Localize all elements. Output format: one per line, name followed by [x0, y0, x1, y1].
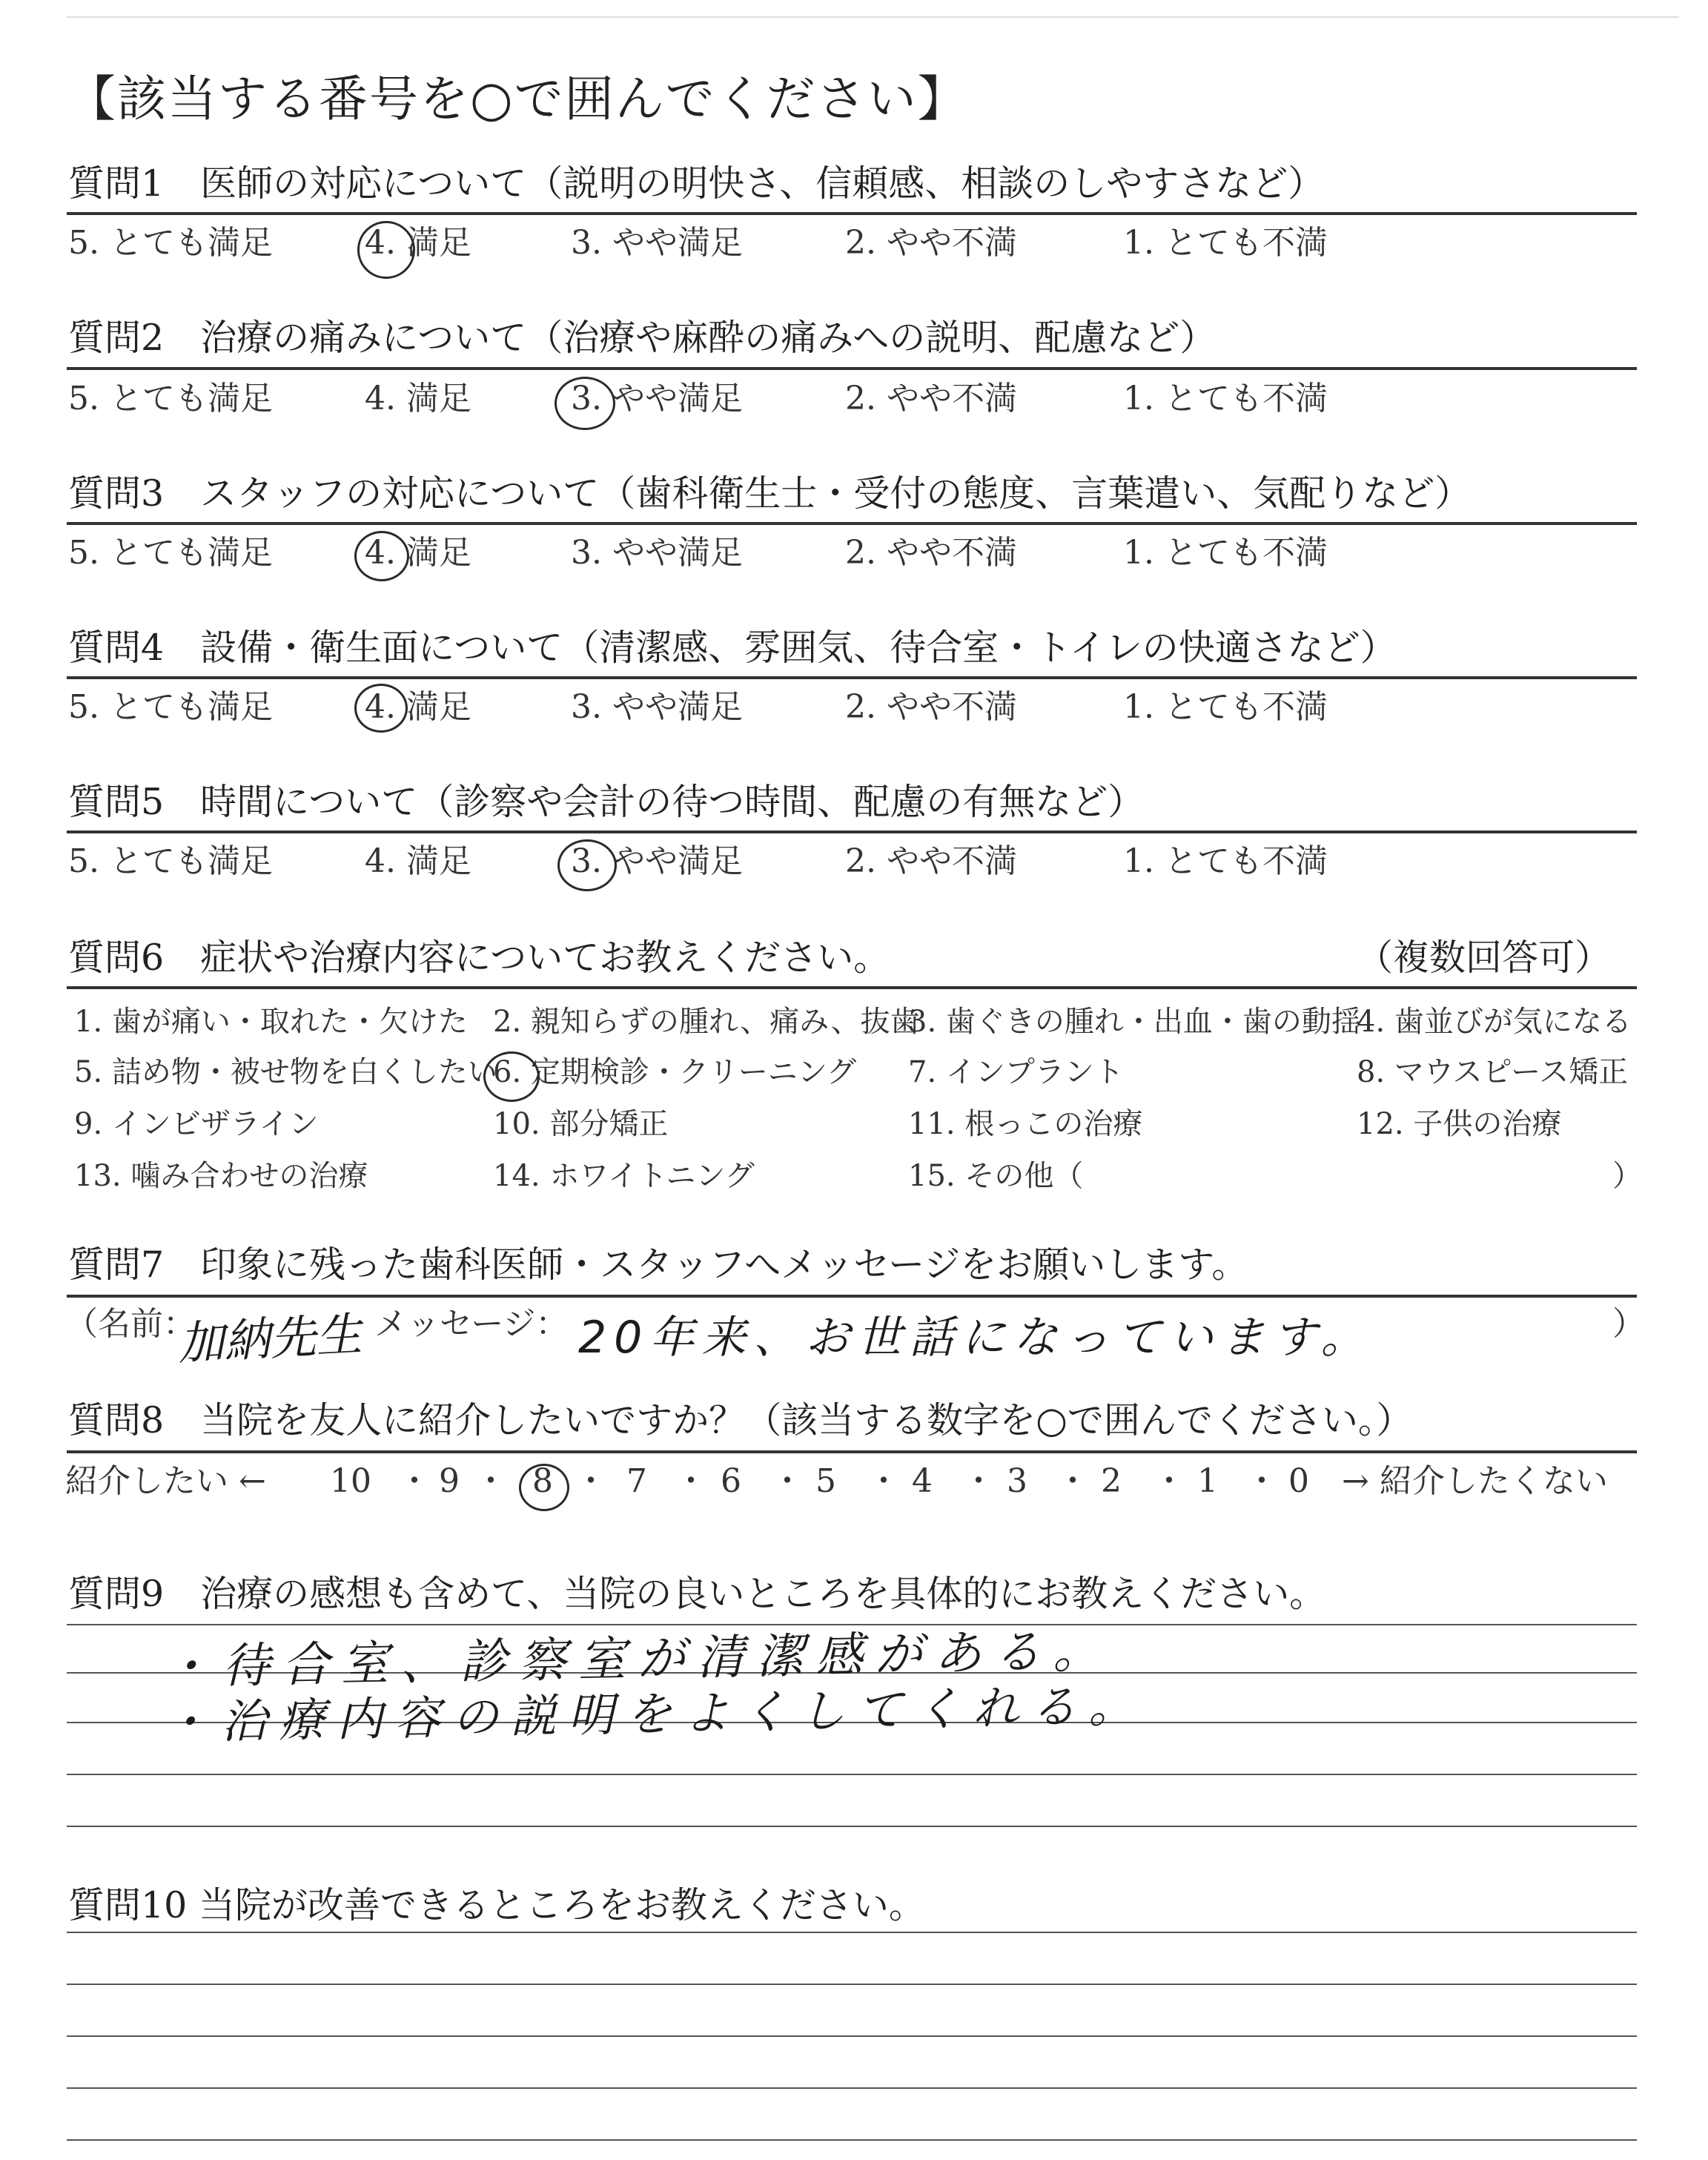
q8-dot: ・ [398, 1462, 431, 1500]
q2-option-2[interactable]: 2. やや不満 [845, 380, 1017, 417]
q9-answer-line-1[interactable]: ・待合室、診察室が清潔感がある。 [162, 1623, 1113, 1696]
q8-scale-10[interactable]: 10 [330, 1462, 371, 1500]
q4-option-3[interactable]: 3. やや満足 [571, 688, 743, 726]
q10-title: 質問10 当院が改善できるところをお教えください。 [68, 1884, 925, 1926]
q8-dot: ・ [867, 1462, 900, 1500]
q6-multiple-note: （複数回答可） [1357, 937, 1612, 979]
q6-item-12[interactable]: 12. 子供の治療 [1357, 1107, 1562, 1141]
q5-option-3[interactable]: 3. やや満足 [571, 842, 743, 880]
q7-message-label: メッセージ： [374, 1305, 569, 1343]
q1-rule [67, 212, 1637, 215]
q8-dot: ・ [675, 1462, 707, 1500]
q8-selection-circle [519, 1464, 569, 1511]
q4-selection-circle [354, 684, 408, 733]
q6-item-10[interactable]: 10. 部分矯正 [493, 1107, 669, 1141]
q4-title: 質問4 設備・衛生面について（清潔感、雰囲気、待合室・トイレの快適さなど） [68, 627, 1397, 669]
q1-option-4[interactable]: 4. 満足 [365, 224, 471, 262]
q3-option-1[interactable]: 1. とても不満 [1123, 534, 1328, 572]
q6-item-14[interactable]: 14. ホワイトニング [493, 1159, 755, 1193]
q8-scale-4[interactable]: 4 [912, 1462, 933, 1500]
q7-close-paren: ） [1612, 1305, 1645, 1343]
page-title: 【該当する番号を○で囲んでください】 [67, 70, 968, 128]
q10-writing-line [67, 2087, 1637, 2089]
q6-item-2[interactable]: 2. 親知らずの腫れ、痛み、抜歯 [493, 1005, 920, 1039]
q3-option-2[interactable]: 2. やや不満 [845, 534, 1017, 572]
q6-title: 質問6 症状や治療内容についてお教えください。 [68, 937, 890, 979]
q2-option-5[interactable]: 5. とても満足 [68, 380, 273, 417]
q8-dot: ・ [474, 1462, 507, 1500]
q8-scale-8[interactable]: 8 [532, 1462, 553, 1500]
q7-name-label: （名前： [65, 1305, 196, 1343]
q8-dot: ・ [575, 1462, 607, 1500]
q7-rule [67, 1295, 1637, 1298]
q5-selection-circle [557, 839, 617, 891]
q8-dot: ・ [1245, 1462, 1278, 1500]
q8-dot: ・ [771, 1462, 804, 1500]
q6-item-3[interactable]: 3. 歯ぐきの腫れ・出血・歯の動揺 [908, 1005, 1361, 1039]
q4-rule [67, 676, 1637, 679]
q1-option-2[interactable]: 2. やや不満 [845, 224, 1017, 262]
q3-option-4[interactable]: 4. 満足 [365, 534, 471, 572]
q6-item-8[interactable]: 8. マウスピース矯正 [1357, 1055, 1629, 1089]
q7-message-handwritten[interactable]: 20年来、お世話になっています。 [578, 1312, 1373, 1364]
q5-option-1[interactable]: 1. とても不満 [1123, 842, 1328, 880]
q6-selection-circle [483, 1051, 540, 1102]
q3-title: 質問3 スタッフの対応について（歯科衛生士・受付の態度、言葉遣い、気配りなど） [68, 472, 1472, 515]
q2-title: 質問2 治療の痛みについて（治療や麻酔の痛みへの説明、配慮など） [68, 317, 1217, 359]
q8-scale-1[interactable]: 1 [1197, 1462, 1218, 1500]
q2-option-3[interactable]: 3. やや満足 [571, 380, 743, 417]
q6-item-15[interactable]: 15. その他（ [908, 1159, 1084, 1193]
q6-item-9[interactable]: 9. インビザライン [74, 1107, 319, 1141]
q1-title: 質問1 医師の対応について（説明の明快さ、信頼感、相談のしやすさなど） [68, 162, 1325, 205]
q1-option-1[interactable]: 1. とても不満 [1123, 224, 1328, 262]
q3-option-5[interactable]: 5. とても満足 [68, 534, 273, 572]
q7-title: 質問7 印象に残った歯科医師・スタッフへメッセージをお願いします。 [68, 1244, 1248, 1286]
q8-rule [67, 1450, 1637, 1453]
q10-writing-line [67, 1984, 1637, 1985]
q6-item-1[interactable]: 1. 歯が痛い・取れた・欠けた [74, 1005, 468, 1039]
q6-item-11[interactable]: 11. 根っこの治療 [908, 1107, 1143, 1141]
q9-answer-line-2[interactable]: ・治療内容の説明をよくしてくれる。 [162, 1678, 1147, 1750]
q5-option-2[interactable]: 2. やや不満 [845, 842, 1017, 880]
q3-rule [67, 522, 1637, 525]
q6-item-5[interactable]: 5. 詰め物・被せ物を白くしたい [74, 1055, 497, 1089]
q10-writing-line [67, 1932, 1637, 1933]
q8-dot: ・ [1153, 1462, 1185, 1500]
q6-rule [67, 986, 1637, 989]
q6-item-6[interactable]: 6. 定期検診・クリーニング [493, 1055, 857, 1089]
q2-selection-circle [555, 377, 615, 430]
q8-scale-9[interactable]: 9 [439, 1462, 460, 1500]
q1-option-5[interactable]: 5. とても満足 [68, 224, 273, 262]
q4-option-5[interactable]: 5. とても満足 [68, 688, 273, 726]
q6-item-15-close: ） [1612, 1159, 1642, 1193]
q8-title: 質問8 当院を友人に紹介したいですか？（該当する数字を○で囲んでください。） [68, 1399, 1413, 1441]
q7-name-handwritten[interactable]: 加納先生 [176, 1307, 364, 1371]
q6-item-13[interactable]: 13. 噛み合わせの治療 [74, 1159, 368, 1193]
q8-scale-6[interactable]: 6 [721, 1462, 741, 1500]
top-border [67, 16, 1679, 18]
q5-rule [67, 830, 1637, 833]
q1-option-3[interactable]: 3. やや満足 [571, 224, 743, 262]
q3-selection-circle [354, 531, 409, 581]
q4-option-2[interactable]: 2. やや不満 [845, 688, 1017, 726]
q8-dot: ・ [1056, 1462, 1089, 1500]
q10-writing-line [67, 2035, 1637, 2037]
q8-scale-7[interactable]: 7 [626, 1462, 647, 1500]
q6-item-4[interactable]: 4. 歯並びが気になる [1357, 1005, 1632, 1039]
q5-title: 質問5 時間について（診察や会計の待つ時間、配慮の有無など） [68, 781, 1145, 823]
q4-option-4[interactable]: 4. 満足 [365, 688, 471, 726]
q9-writing-line [67, 1826, 1637, 1827]
q3-option-3[interactable]: 3. やや満足 [571, 534, 743, 572]
q2-option-1[interactable]: 1. とても不満 [1123, 380, 1328, 417]
q5-option-4[interactable]: 4. 満足 [365, 842, 471, 880]
q9-writing-line [67, 1774, 1637, 1775]
q6-item-7[interactable]: 7. インプラント [908, 1055, 1124, 1089]
q10-writing-line [67, 2139, 1637, 2141]
q1-selection-circle [357, 221, 415, 279]
q8-dot: ・ [962, 1462, 995, 1500]
q8-scale-0[interactable]: 0 [1288, 1462, 1309, 1500]
q5-option-5[interactable]: 5. とても満足 [68, 842, 273, 880]
q2-rule [67, 367, 1637, 370]
q9-title: 質問9 治療の感想も含めて、当院の良いところを具体的にお教えください。 [68, 1573, 1326, 1615]
q8-scale-5[interactable]: 5 [815, 1462, 836, 1500]
q4-option-1[interactable]: 1. とても不満 [1123, 688, 1328, 726]
q8-scale-3[interactable]: 3 [1007, 1462, 1027, 1500]
q2-option-4[interactable]: 4. 満足 [365, 380, 471, 417]
q8-right-label: → 紹介したくない [1342, 1462, 1608, 1500]
q8-left-label: 紹介したい ← [65, 1462, 266, 1500]
q8-scale-2[interactable]: 2 [1101, 1462, 1122, 1500]
